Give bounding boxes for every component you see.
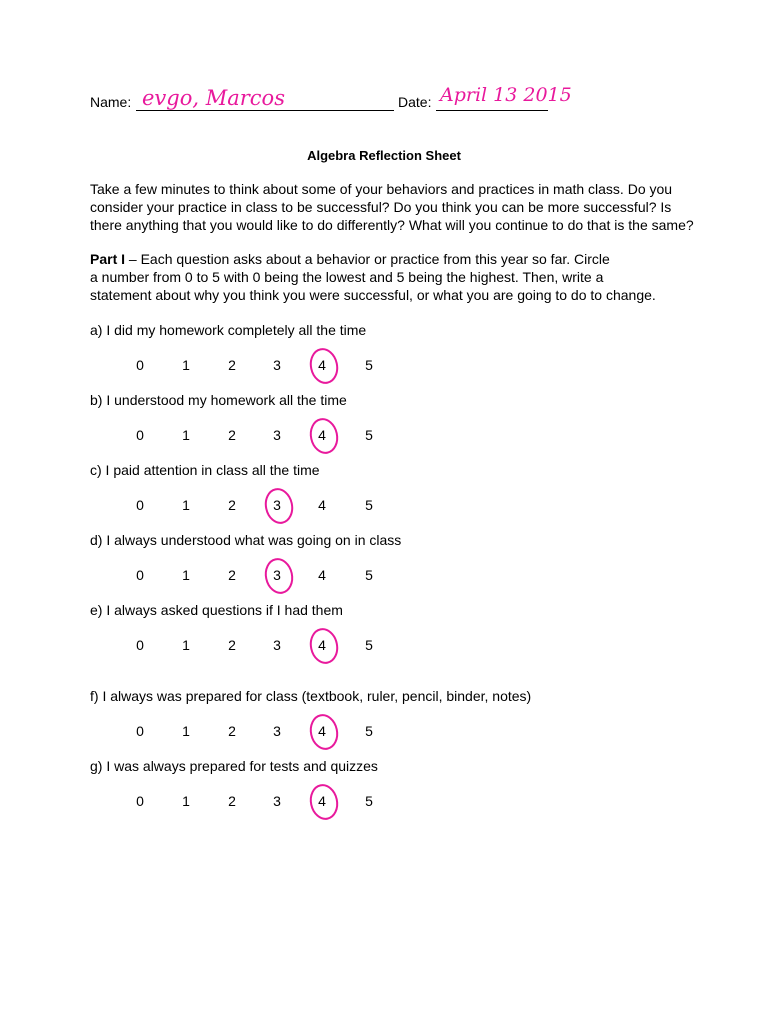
rating-option[interactable]: 5 (365, 357, 373, 373)
rating-option[interactable]: 3 (273, 723, 281, 739)
rating-option[interactable]: 1 (182, 427, 190, 443)
name-label: Name: (90, 94, 132, 110)
rating-option[interactable]: 4 (318, 567, 326, 583)
rating-option[interactable]: 1 (182, 567, 190, 583)
rating-option[interactable]: 2 (228, 793, 236, 809)
rating-option[interactable]: 1 (182, 637, 190, 653)
rating-option[interactable]: 0 (136, 427, 144, 443)
rating-option[interactable]: 2 (228, 497, 236, 513)
rating-option[interactable]: 4 (318, 637, 326, 653)
rating-option[interactable]: 3 (273, 497, 281, 513)
rating-option[interactable]: 4 (318, 497, 326, 513)
rating-option[interactable]: 3 (273, 637, 281, 653)
date-label: Date: (398, 94, 432, 110)
rating-option[interactable]: 0 (136, 723, 144, 739)
rating-option[interactable]: 1 (182, 723, 190, 739)
rating-option[interactable]: 2 (228, 427, 236, 443)
rating-option[interactable]: 1 (182, 357, 190, 373)
page-title: Algebra Reflection Sheet (307, 148, 461, 163)
rating-option[interactable]: 3 (273, 427, 281, 443)
question-text: d) I always understood what was going on in class (90, 532, 402, 548)
part-one-label: Part I (90, 251, 126, 267)
rating-option[interactable]: 5 (365, 497, 373, 513)
rating-option[interactable]: 0 (136, 357, 144, 373)
intro-line: there anything that you would like to do differently? What will you continue to do that is the same? (90, 217, 694, 233)
rating-option[interactable]: 5 (365, 567, 373, 583)
rating-option[interactable]: 1 (182, 497, 190, 513)
rating-option[interactable]: 2 (228, 567, 236, 583)
rating-option[interactable]: 5 (365, 793, 373, 809)
rating-option[interactable]: 4 (318, 427, 326, 443)
intro-line: consider your practice in class to be successful? Do you think you can be more successful? Is (90, 199, 672, 215)
rating-option[interactable]: 2 (228, 723, 236, 739)
rating-option[interactable]: 0 (136, 497, 144, 513)
name-handwriting: evgo, Marcos (142, 86, 285, 110)
rating-option[interactable]: 0 (136, 567, 144, 583)
rating-option[interactable]: 3 (273, 567, 281, 583)
instruction-text: – Each question asks about a behavior or practice from this year so far. Circle (125, 251, 610, 267)
question-text: a) I did my homework completely all the time (90, 322, 367, 338)
rating-option[interactable]: 2 (228, 637, 236, 653)
rating-option[interactable]: 1 (182, 793, 190, 809)
rating-option[interactable]: 3 (273, 357, 281, 373)
rating-option[interactable]: 4 (318, 357, 326, 373)
question-text: f) I always was prepared for class (textbook, ruler, pencil, binder, notes) (90, 688, 532, 704)
part-one-instructions (90, 250, 710, 304)
rating-option[interactable]: 5 (365, 427, 373, 443)
rating-option[interactable]: 5 (365, 637, 373, 653)
question-text: g) I was always prepared for tests and quizzes (90, 758, 378, 774)
rating-option[interactable]: 3 (273, 793, 281, 809)
intro-paragraph (90, 180, 710, 234)
date-handwriting: April 13 2015 (440, 84, 572, 106)
rating-option[interactable]: 0 (136, 637, 144, 653)
question-text: e) I always asked questions if I had them (90, 602, 343, 618)
rating-option[interactable]: 0 (136, 793, 144, 809)
intro-line: Take a few minutes to think about some of your behaviors and practices in math class. Do you (90, 181, 673, 197)
rating-option[interactable]: 4 (318, 793, 326, 809)
rating-option[interactable]: 5 (365, 723, 373, 739)
instruction-text: statement about why you think you were successful, or what you are going to do to change. (90, 287, 656, 303)
question-text: b) I understood my homework all the time (90, 392, 347, 408)
rating-option[interactable]: 4 (318, 723, 326, 739)
instruction-text: a number from 0 to 5 with 0 being the lowest and 5 being the highest. Then, write a (90, 269, 604, 285)
question-text: c) I paid attention in class all the time (90, 462, 320, 478)
rating-option[interactable]: 2 (228, 357, 236, 373)
